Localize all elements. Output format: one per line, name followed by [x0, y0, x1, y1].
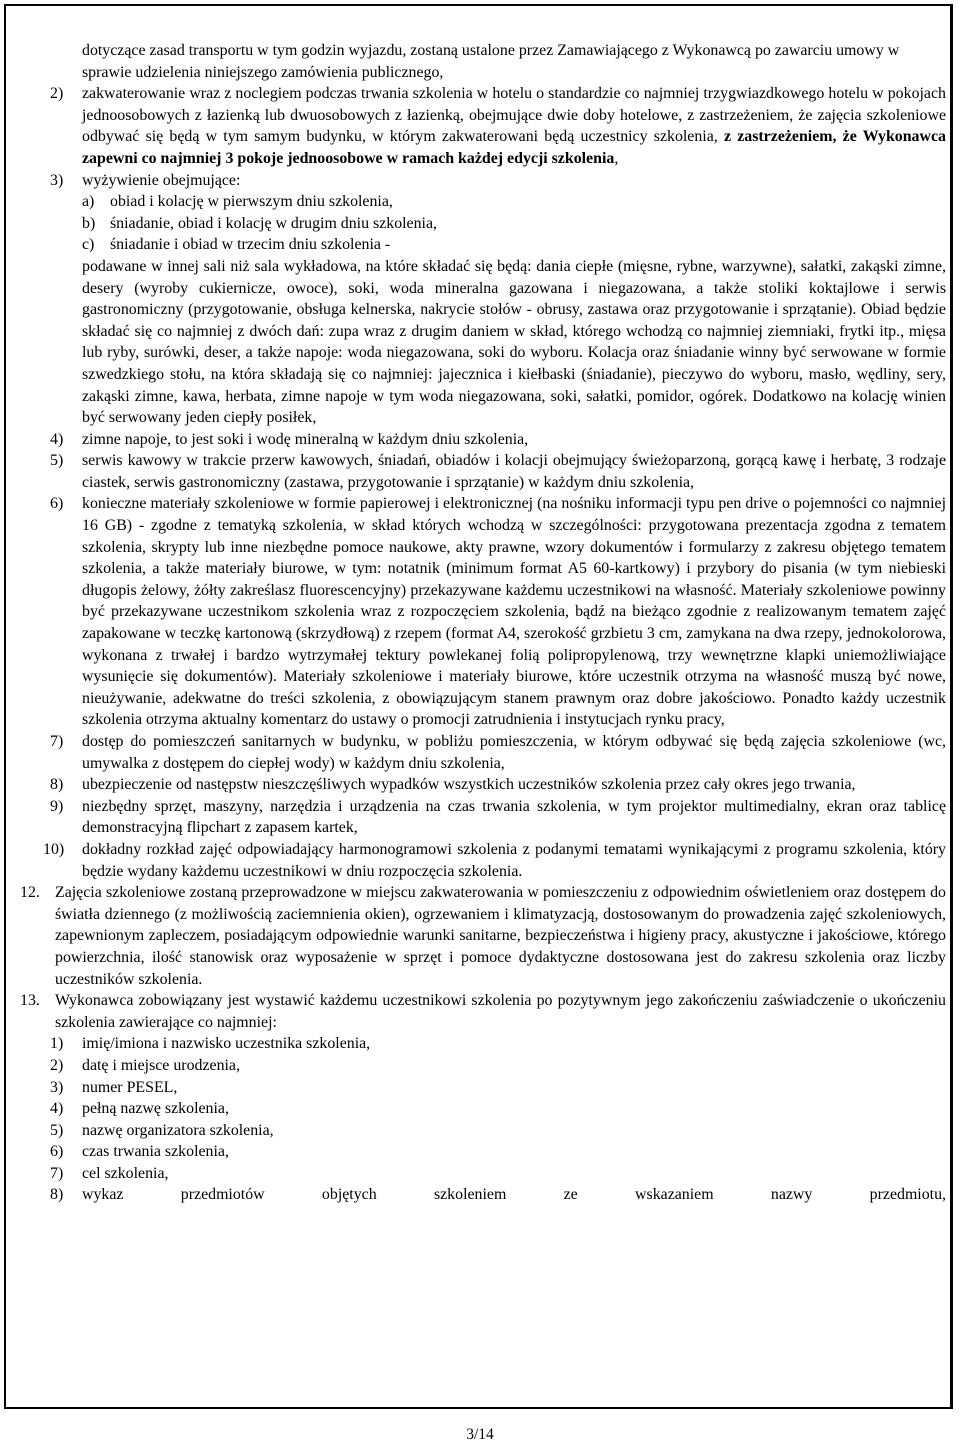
list-item-6 — [20, 493, 946, 731]
sub-item-a — [20, 191, 946, 213]
section-number: 12. — [20, 884, 40, 902]
list-item-text: dostęp do pomieszczeń sanitarnych w budynku, w pobliżu pomieszczenia, w którym odbywać się będą zajęcia szkoleniowe (wc, umywalka z dostępem do ciepłej wody) w każdym dniu szkolenia, — [82, 733, 946, 772]
list-number: 8) — [50, 776, 64, 794]
text-regular-end: , — [614, 149, 619, 167]
list-item-text — [82, 83, 946, 169]
list-number: 1) — [50, 1035, 64, 1053]
list-number: 7) — [50, 733, 64, 750]
section-12 — [20, 882, 946, 990]
list-number: 4) — [50, 430, 64, 448]
list-item-7 — [20, 731, 946, 774]
cert-item-6 — [20, 1141, 946, 1163]
list-item-text: imię/imiona i nazwisko uczestnika szkolenia, — [82, 1035, 371, 1053]
section-text: Zajęcia szkoleniowe zostaną przeprowadzone w miejscu zakwaterowania w pomieszczeniu z odpowiednim oświetleniem oraz dostępem do światła dziennego (z możliwością zaciemnienia okien), ogrzewaniem i klimatyzacją, dostosowanym do prowadzenia zajęć szkoleniowych, zapewnionym zapleczem, posiadającym odpowiednie warunki sanitarne, bezpieczeństwa i higieny pracy, akustyczne i jakościowe, którego powierzchnia, ilość stanowisk oraz wyposażenie w sprzęt i pomoce dydaktyczne dostosowana jest do zakresu szkolenia oraz liczby uczestników szkolenia. — [55, 884, 946, 988]
page-number: 3/14 — [466, 1426, 494, 1443]
list-number: 9) — [50, 797, 64, 815]
section-number: 13. — [20, 992, 40, 1010]
paragraph-text: dotyczące zasad transportu w tym godzin wyjazdu, zostaną ustalone przez Zamawiającego z Wykonawcą po zawarciu umowy w sprawie udzielenia niniejszego zamówienia publicznego, — [82, 42, 900, 81]
cert-item-3 — [20, 1077, 946, 1099]
list-item-2 — [20, 83, 946, 169]
list-item-text: serwis kawowy w trakcie przerw kawowych, śniadań, obiadów i kolacji obejmujący świeżoparzoną, gorącą kawę i herbatę, 3 rodzaje ciastek, serwis gastronomiczny (zastawa, przygotowanie i sprzątanie) w każdym dniu szkolenia, — [82, 452, 946, 491]
list-number: 10) — [43, 840, 65, 858]
list-number: 5) — [50, 1121, 64, 1139]
list-item-5 — [20, 450, 946, 493]
list-number: 2) — [50, 85, 64, 103]
list-number: 2) — [50, 1056, 64, 1074]
sub-letter: a) — [82, 193, 95, 211]
paragraph-text: podawane w innej sali niż sala wykładowa, na które składać się będą: dania ciepłe (mięsne, rybne, warzywne), sałatki, zakąski zimne, desery (wyroby cukiernicze, owoce), soki, woda mineralna gazowana i niegazowana, a także stoliki koktajlowe i serwis gastronomiczny (przygotowanie, obsługa kelnerska, nakrycie stołów - obrusy, zastawa oraz przygotowanie i sprzątanie). Obiad będzie składać się co najmniej z dwóch dań: zupa wraz z drugim daniem w skład, którego wchodzą co najmniej ziemniaki, frytki itp., mięsa lub ryby, surówki, deser, a także napoje: woda niegazowana, soki do wyboru. Kolacja oraz śniadanie winny być serwowane w formie szwedzkiego stołu, na która składają się co najmniej: jajecznica i kiełbaski (śniadanie), pieczywo do wyboru, masło, wędliny, sery, zakąski zimne, kawa, herbata, zimne napoje w tym woda niegazowana, soki, sałatki, pomidor, ogórek. Dodatkowo na kolację winien być serwowany jeden ciepły posiłek, — [82, 257, 946, 427]
list-number: 3) — [50, 1078, 64, 1096]
cert-item-7 — [20, 1163, 946, 1185]
sub-letter: b) — [82, 214, 96, 232]
document-body — [20, 40, 946, 1206]
list-item-text: datę i miejsce urodzenia, — [82, 1056, 240, 1074]
list-item-text: czas trwania szkolenia, — [82, 1143, 229, 1161]
list-item-text: numer PESEL, — [82, 1078, 178, 1096]
list-item-3 — [20, 170, 946, 192]
meal-description — [20, 256, 946, 429]
cert-item-4 — [20, 1098, 946, 1120]
sub-item-text: obiad i kolację w pierwszym dniu szkolenia, — [110, 193, 393, 211]
sub-item-b — [20, 213, 946, 235]
list-number: 6) — [50, 495, 64, 513]
list-number: 5) — [50, 452, 64, 470]
list-item-text: konieczne materiały szkoleniowe w formie papierowej i elektronicznej (na nośniku informacji typu pen drive o pojemności co najmniej 16 GB) - zgodne z tematyką szkolenia, w skład których wchodzą w szczególności: przygotowana prezentacja zgodna z tematem szkolenia, skrypty lub inne niezbędne pomoce naukowe, akty prawne, wzory dokumentów i formularzy z zakresu objętego tematem szkolenia, a także materiały biurowe, w tym: notatnik (minimum format A5 60-kartkowy) i przybory do pisania (w tym niebieski długopis żelowy, żółty zakreślasz fluorescencyjny) przekazywane każdemu uczestnikowi na własność. Materiały szkoleniowe powinny być przekazywane uczestnikom szkolenia wraz z rozpoczęciem szkolenia, bądź na bieżąco zgodnie z realizowanym tematem zajęć zapakowane w teczkę kartonową (skrzydłową) z rzepem (format A4, szerokość grzbietu 3 cm, zamykana na dwa rzepy, jednokolorowa, wykonana z trwałej i bardzo wytrzymałej tektury powlekanej folią polipropylenową, trzy wewnętrzne klapki uniemożliwiające wysunięcie się dokumentów). Materiały szkoleniowe i materiały biurowe, które uczestnik otrzyma na własność muszą być nowe, nieużywanie, adekwatne do treści szkolenia, z obowiązującym stanem prawnym oraz dobre jakościowo. Ponadto każdy uczestnik szkolenia otrzyma aktualny komentarz do ustawy o promocji zatrudnienia i instytucjach rynku pracy, — [82, 495, 946, 729]
cert-item-1 — [20, 1033, 946, 1055]
list-item-10 — [20, 839, 946, 882]
section-text: Wykonawca zobowiązany jest wystawić każdemu uczestnikowi szkolenia po pozytywnym jego zakończeniu zaświadczenie o ukończeniu szkolenia zawierające co najmniej: — [55, 992, 946, 1031]
list-item-text: ubezpieczenie od następstw nieszczęśliwych wypadków wszystkich uczestników szkolenia przez cały okres jego trwania, — [82, 776, 856, 794]
sub-item-c — [20, 234, 946, 256]
list-item-8 — [20, 774, 946, 796]
section-13 — [20, 990, 946, 1033]
list-number: 4) — [50, 1100, 64, 1118]
sub-item-text: śniadanie i obiad w trzecim dniu szkolenia - — [110, 236, 391, 254]
list-number: 8) — [50, 1186, 64, 1204]
continued-paragraph — [20, 40, 946, 83]
cert-item-8 — [20, 1184, 946, 1206]
list-number: 3) — [50, 171, 64, 189]
list-item-text: zimne napoje, to jest soki i wodę mineralną w każdym dniu szkolenia, — [82, 430, 529, 448]
list-item-text: nazwę organizatora szkolenia, — [82, 1121, 274, 1139]
list-item-text: wykaz przedmiotów objętych szkoleniem ze wskazaniem nazwy przedmiotu, — [82, 1186, 946, 1204]
cert-item-2 — [20, 1055, 946, 1077]
list-item-text: wyżywienie obejmujące: — [82, 171, 241, 189]
list-item-text: cel szkolenia, — [82, 1164, 169, 1182]
text-bold: z zastrzeżeniem, że Wykonawca zapewni co najmniej 3 pokoje jednoosobowe w ramach każdej edycji szkolenia — [82, 128, 946, 167]
text-regular: zakwaterowanie wraz z noclegiem podczas trwania szkolenia w hotelu o standardzie co najmniej trzygwiazdkowego hotelu w pokojach jednoosobowych z łazienką lub dwuosobowych z łazienką, obejmujące dwie doby hotelowe, z zastrzeżeniem, że zajęcia szkoleniowe odbywać się będą w tym samym budynku, w którym zakwaterowani będą uczestnicy szkolenia, — [82, 85, 946, 146]
list-item-text: pełną nazwę szkolenia, — [82, 1100, 229, 1118]
list-item-text: dokładny rozkład zajęć odpowiadający harmonogramowi szkolenia z podanymi tematami wynikającymi z programu szkolenia, który będzie wydany każdemu uczestnikowi w dniu rozpoczęcia szkolenia. — [82, 840, 946, 880]
list-number: 6) — [50, 1143, 64, 1161]
list-item-text: niezbędny sprzęt, maszyny, narzędzia i urządzenia na czas trwania szkolenia, w tym projektor multimedialny, ekran oraz tablicę demonstracyjną flipchart z zapasem kartek, — [82, 797, 946, 837]
sub-item-text: śniadanie, obiad i kolację w drugim dniu szkolenia, — [110, 214, 437, 232]
list-item-4 — [20, 429, 946, 451]
cert-item-5 — [20, 1120, 946, 1142]
list-number: 7) — [50, 1164, 64, 1182]
sub-letter: c) — [82, 236, 95, 254]
list-item-9 — [20, 796, 946, 839]
